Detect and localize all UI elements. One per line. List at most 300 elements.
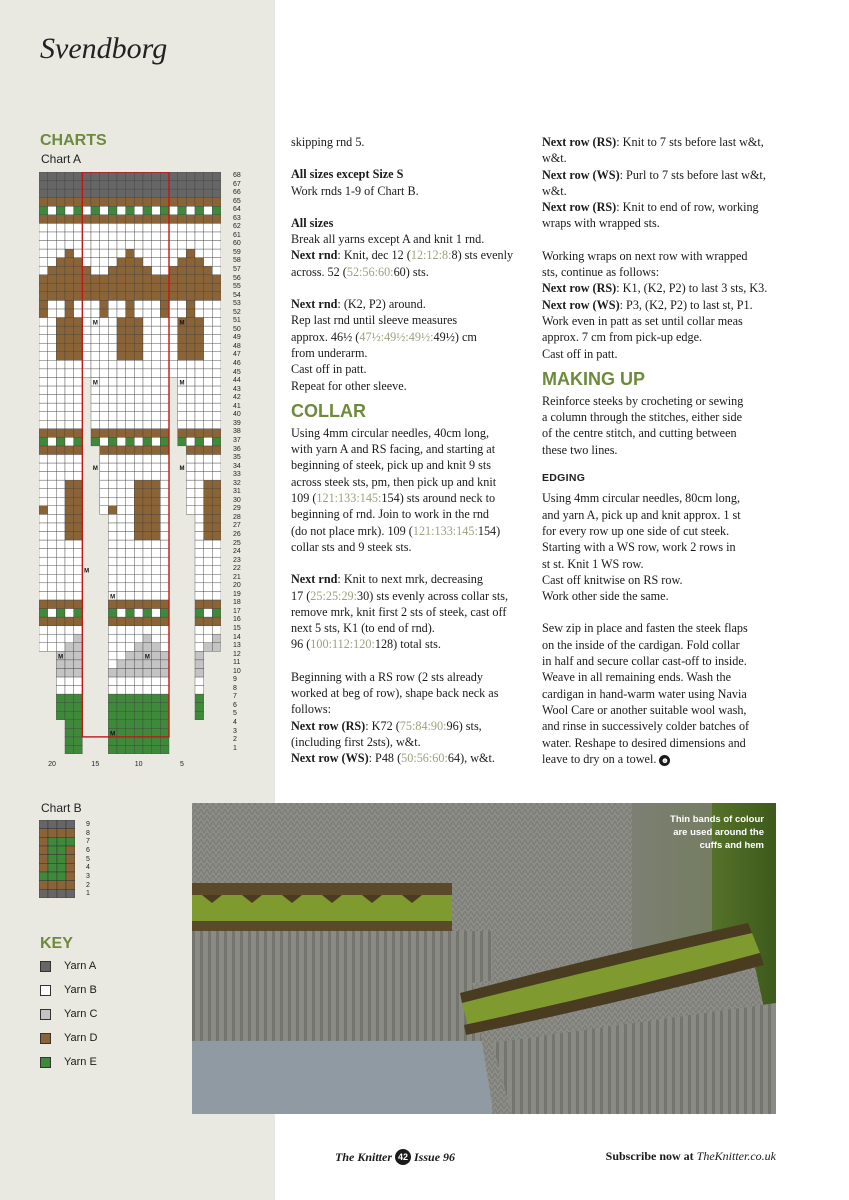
row-number: 42 [233,394,241,402]
row-number: 3 [86,873,90,881]
chart-a-cell [48,223,57,232]
chart-a-cell [100,429,109,438]
chart-a-cell [143,206,152,215]
chart-a-cell [74,249,83,258]
chart-a-cell [82,215,91,224]
chart-a-cell [74,292,83,301]
chart-a-cell [108,566,117,575]
chart-a-cell [212,514,221,523]
chart-a-cell [74,523,83,532]
chart-a-cell [48,266,57,275]
chart-a-cell [212,309,221,318]
chart-a-cell [204,369,213,378]
chart-a-cell [91,437,100,446]
chart-a-cell [117,377,126,386]
chart-a-cell [39,480,48,489]
chart-a-cell [65,300,74,309]
chart-a-cell [56,514,65,523]
chart-a-cell [195,283,204,292]
chart-a-cell [126,677,135,686]
chart-a-cell [160,292,169,301]
row-number: 2 [86,881,90,889]
chart-a-cell [160,574,169,583]
chart-a-cell [126,489,135,498]
chart-a-cell [39,232,48,241]
chart-a-cell [82,309,91,318]
chart-a-cell [39,326,48,335]
chart-a-cell [134,369,143,378]
chart-a-cell [134,318,143,327]
chart-a-cell [108,395,117,404]
chart-a-cell [195,352,204,361]
chart-b-cell [39,855,48,864]
chart-a-cell [56,232,65,241]
chart-a-cell [108,326,117,335]
chart-a-cell [160,446,169,455]
chart-a-cell [195,437,204,446]
chart-a-cell [169,275,178,284]
chart-a-cell [178,343,187,352]
chart-a-cell [82,352,91,361]
chart-a-cell [108,369,117,378]
chart-a-cell [169,215,178,224]
row-number: 36 [233,445,241,453]
chart-b-cell [48,889,57,898]
row-number: 1 [86,890,90,898]
chart-a-cell [56,437,65,446]
chart-a-cell [152,369,161,378]
chart-a-cell [126,309,135,318]
chart-a-cell [108,215,117,224]
chart-a-cell [65,292,74,301]
chart-a-cell [143,549,152,558]
chart-a-cell [169,369,178,378]
chart-a-cell [143,497,152,506]
chart-a-cell [108,352,117,361]
chart-a-cell [152,420,161,429]
chart-a-cell [65,626,74,635]
chart-a-cell [65,258,74,267]
row-number: 26 [233,530,241,538]
chart-a-cell [39,300,48,309]
chart-a-cell [108,531,117,540]
chart-a-cell [126,412,135,421]
chart-a-cell [204,240,213,249]
chart-a-cell [186,454,195,463]
chart-a-cell [169,223,178,232]
chart-a-cell [195,403,204,412]
chart-a-cell [160,514,169,523]
paragraph: All sizes Break all yarns except A and knit 1 rnd. Next rnd: Knit, dec 12 (12:12:8:8) sts evenly across. 52 (52:56:60:60) sts. [291,215,514,279]
row-number: 1 [233,744,237,752]
chart-a-cell [186,181,195,190]
chart-a-cell [74,643,83,652]
chart-a-cell [48,531,57,540]
chart-a-cell [56,557,65,566]
row-number: 59 [233,248,241,256]
chart-a-cell [74,343,83,352]
chart-a-cell [160,352,169,361]
chart-b-cell [39,872,48,881]
chart-a-cell [56,677,65,686]
chart-a-cell [74,591,83,600]
chart-a-cell [204,275,213,284]
chart-a-cell [74,335,83,344]
chart-a-cell [143,223,152,232]
chart-a-cell [108,583,117,592]
chart-a-cell [143,660,152,669]
chart-a-cell [56,506,65,515]
chart-a-cell [56,497,65,506]
chart-a-cell [100,506,109,515]
chart-a-cell [212,437,221,446]
site-link[interactable]: TheKnitter.co.uk [696,1149,776,1163]
chart-a-cell [126,514,135,523]
chart-a-cell [56,300,65,309]
chart-a-cell [152,215,161,224]
chart-a-cell [126,737,135,746]
chart-a-cell [74,446,83,455]
chart-a-cell [212,181,221,190]
chart-a-cell [48,617,57,626]
chart-a-cell [160,523,169,532]
chart-a-cell [126,429,135,438]
chart-a-cell [134,283,143,292]
chart-a-cell [195,531,204,540]
chart-a-cell [134,454,143,463]
chart-a-cell [143,446,152,455]
chart-a-cell [117,446,126,455]
chart-a-cell [65,583,74,592]
chart-a-cell [65,232,74,241]
chart-a-cell [56,206,65,215]
chart-a-cell [74,540,83,549]
chart-a-cell [152,335,161,344]
chart-a-cell [204,429,213,438]
chart-b-cell [57,889,66,898]
chart-a-cell [143,420,152,429]
chart-a-cell [126,437,135,446]
chart-a-cell [100,206,109,215]
chart-a-cell [117,403,126,412]
chart-a-cell [178,437,187,446]
chart-a-cell [65,412,74,421]
chart-a-cell [56,360,65,369]
chart-a-cell [65,429,74,438]
chart-a-cell [91,335,100,344]
chart-a-cell [56,523,65,532]
chart-a-cell [91,420,100,429]
chart-a-cell [74,429,83,438]
chart-a-cell [100,266,109,275]
chart-a-cell [108,737,117,746]
chart-a-cell [143,437,152,446]
chart-a-cell [100,472,109,481]
chart-b-cell [48,863,57,872]
chart-a-cell [134,335,143,344]
chart-a-cell [195,489,204,498]
chart-a-cell [134,412,143,421]
chart-a-cell [152,232,161,241]
chart-a-cell [74,686,83,695]
chart-a-cell [56,215,65,224]
chart-a-cell [143,737,152,746]
chart-a-cell [195,454,204,463]
chart-a-cell [143,360,152,369]
chart-a-cell [126,369,135,378]
chart-a-cell [74,720,83,729]
chart-a-cell [204,326,213,335]
chart-b-row-numbers [86,821,90,899]
marker-symbol: M [84,568,90,575]
chart-a-cell [56,617,65,626]
chart-a-cell [108,266,117,275]
chart-a-cell [48,232,57,241]
chart-a-cell [152,412,161,421]
chart-a-cell [186,506,195,515]
chart-a-cell [117,352,126,361]
chart-a-cell [143,566,152,575]
row-number: 5 [233,710,237,718]
chart-a-cell [143,745,152,754]
row-number: 44 [233,377,241,385]
chart-a-cell [152,249,161,258]
chart-a-cell [82,240,91,249]
chart-a-cell [82,198,91,207]
chart-a-cell [65,660,74,669]
chart-a-cell [65,386,74,395]
chart-a-cell [56,266,65,275]
chart-a-cell [65,189,74,198]
chart-a-cell [160,403,169,412]
chart-a-cell [152,514,161,523]
chart-a-cell [39,609,48,618]
chart-a-cell [74,703,83,712]
chart-a-cell [117,318,126,327]
chart-a-cell [195,360,204,369]
chart-a-cell [126,728,135,737]
chart-a-cell [74,497,83,506]
chart-a-cell [134,643,143,652]
row-number: 55 [233,283,241,291]
row-number: 8 [86,829,90,837]
chart-a-cell [91,352,100,361]
chart-a-cell [117,694,126,703]
chart-a-cell [48,412,57,421]
chart-a-cell [48,352,57,361]
chart-a-cell [152,566,161,575]
chart-a-cell [143,386,152,395]
chart-a-cell [143,540,152,549]
chart-a-cell [195,377,204,386]
chart-a-cell [117,232,126,241]
chart-a-cell [143,266,152,275]
chart-b-cell [57,837,66,846]
chart-a-cell [195,472,204,481]
chart-a-cell [134,591,143,600]
chart-a-cell [65,309,74,318]
chart-a-cell [108,181,117,190]
chart-a-cell [56,446,65,455]
chart-a-cell [108,249,117,258]
chart-a [39,172,221,759]
chart-a-cell [82,258,91,267]
chart-a-cell [108,343,117,352]
chart-a-cell [108,497,117,506]
chart-a-cell [143,617,152,626]
chart-a-cell [117,223,126,232]
chart-a-cell [108,549,117,558]
chart-a-cell [117,506,126,515]
chart-a-cell [178,292,187,301]
chart-a-cell [160,591,169,600]
chart-a-cell [39,446,48,455]
chart-a-cell [195,506,204,515]
chart-a-cell [195,326,204,335]
chart-a-cell [117,728,126,737]
chart-a-cell [65,549,74,558]
chart-a-cell [56,275,65,284]
row-number: 19 [233,590,241,598]
chart-a-cell [134,172,143,181]
chart-a-cell [108,651,117,660]
chart-a-cell [74,454,83,463]
chart-a-cell [74,283,83,292]
chart-a-cell [117,703,126,712]
chart-a-cell [74,266,83,275]
chart-a-cell [56,172,65,181]
key-heading: KEY [40,935,73,952]
chart-a-cell [212,523,221,532]
chart-a-cell [195,292,204,301]
row-number: 9 [233,676,237,684]
chart-a-cell [39,454,48,463]
chart-a-cell [204,523,213,532]
chart-a-cell [134,343,143,352]
row-number: 45 [233,368,241,376]
chart-a-cell [100,497,109,506]
row-number: 7 [233,693,237,701]
chart-a-cell [100,377,109,386]
chart-a-cell [195,258,204,267]
chart-a-cell [204,446,213,455]
chart-a-cell [126,446,135,455]
chart-a-cell [212,446,221,455]
chart-a-cell [82,300,91,309]
chart-a-cell [108,240,117,249]
chart-a-cell [143,369,152,378]
chart-a-cell [39,189,48,198]
chart-a-cell [108,472,117,481]
chart-a-cell [48,574,57,583]
chart-a-cell [117,249,126,258]
chart-a-cell [100,335,109,344]
chart-a-cell [108,600,117,609]
chart-a-cell [126,609,135,618]
chart-a-cell [48,643,57,652]
chart-a-cell [117,198,126,207]
chart-a-cell [126,275,135,284]
chart-a-cell [39,395,48,404]
chart-a-cell [74,258,83,267]
chart-a-cell [65,480,74,489]
chart-a-cell [39,583,48,592]
chart-a-cell [204,420,213,429]
chart-a-cell [186,369,195,378]
chart-a-cell [74,480,83,489]
chart-a-cell [204,643,213,652]
chart-a-cell [39,223,48,232]
chart-a-cell [108,668,117,677]
row-number: 13 [233,642,241,650]
chart-a-cell [117,531,126,540]
chart-b-cell [48,846,57,855]
key-item [40,1031,97,1045]
row-number: 9 [86,821,90,828]
chart-a-cell [56,643,65,652]
chart-a-cell [48,514,57,523]
chart-a-cell [160,215,169,224]
chart-a-cell [178,198,187,207]
chart-a-cell [100,283,109,292]
chart-a-cell [134,249,143,258]
chart-a-cell [143,686,152,695]
chart-a-cell [143,634,152,643]
chart-a-cell [152,352,161,361]
chart-a-cell [74,574,83,583]
chart-a-cell [160,420,169,429]
chart-a-cell [126,472,135,481]
chart-a-cell [160,472,169,481]
chart-a-cell [186,309,195,318]
chart-a-cell [195,172,204,181]
making-up-heading: MAKING UP [542,368,645,389]
chart-a-cell [108,206,117,215]
paragraph: Reinforce steeks by crocheting or sewing a column through the stitches, either side of the centre stitch, and cutting between these two lines. [542,393,744,457]
chart-a-cell [134,686,143,695]
chart-a-cell [56,318,65,327]
chart-a-cell [108,480,117,489]
chart-a-cell [108,377,117,386]
chart-a-cell [74,412,83,421]
chart-a-cell [152,737,161,746]
footer-magazine [335,1149,455,1165]
chart-a-cell [108,223,117,232]
chart-a-cell [152,326,161,335]
chart-a-cell [126,497,135,506]
chart-a-cell [91,429,100,438]
chart-a-cell [160,720,169,729]
chart-a-cell [134,497,143,506]
chart-a-cell [126,266,135,275]
chart-b-cell [39,881,48,890]
chart-a-cell [108,258,117,267]
chart-a-cell [65,454,74,463]
chart-a-cell [56,626,65,635]
chart-a-cell [143,643,152,652]
chart-a-cell [108,745,117,754]
chart-a-cell [195,189,204,198]
chart-a-cell [39,403,48,412]
chart-a-cell [65,574,74,583]
chart-a-cell [134,703,143,712]
chart-a-cell [152,660,161,669]
chart-b-cell [57,820,66,829]
chart-a-cell [212,472,221,481]
chart-a-cell [74,172,83,181]
chart-a-cell [39,352,48,361]
chart-a-cell [195,549,204,558]
